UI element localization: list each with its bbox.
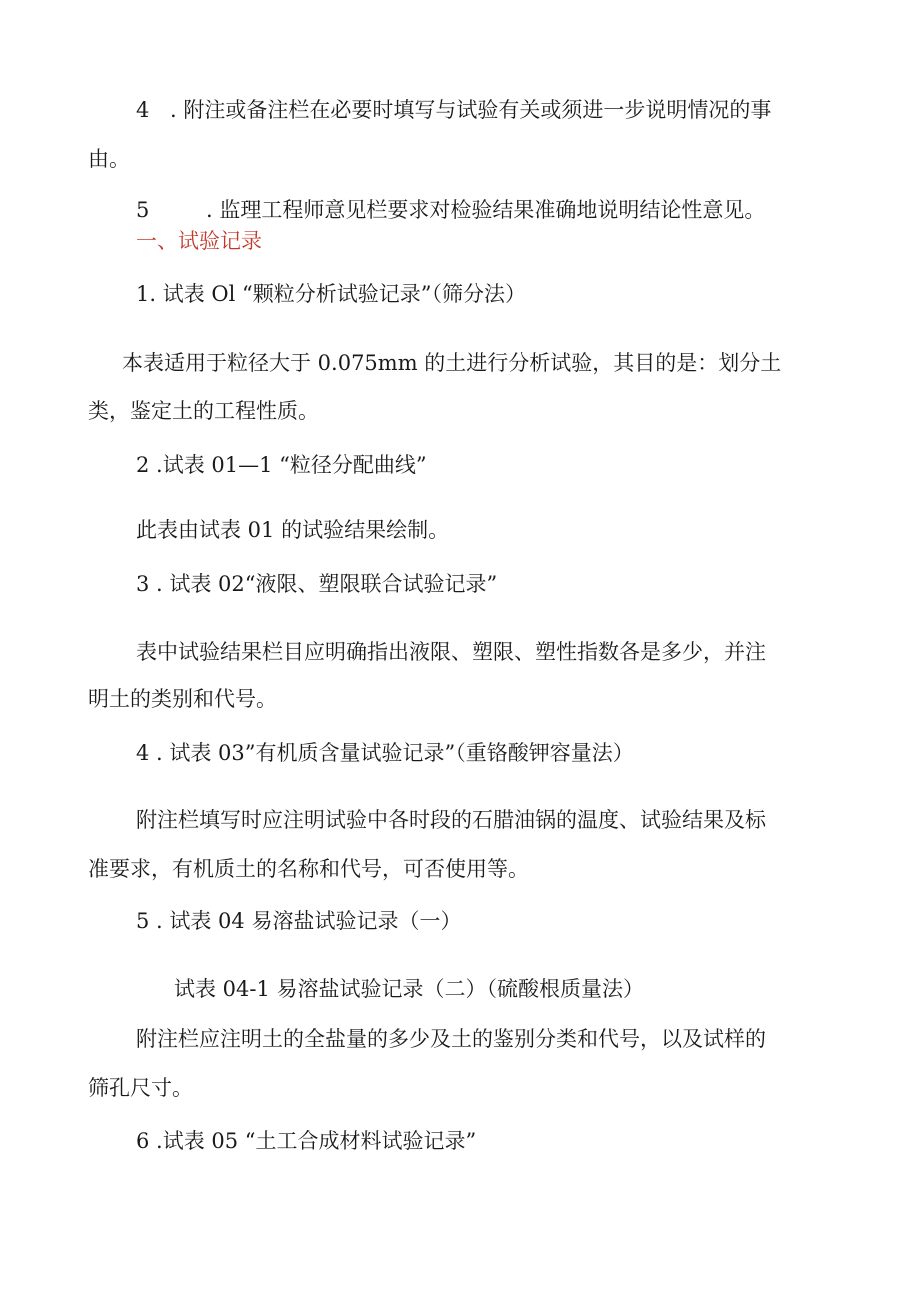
item-4-title: 4 . 试表 03”有机质含量试验记录”（重铬酸钾容量法） <box>136 741 634 765</box>
item-3-desc-line-1: 表中试验结果栏目应明确指出液限、塑限、塑性指数各是多少，并注 <box>136 640 766 664</box>
item-1-desc-line-1: 本表适用于粒径大于 0.075mm 的土进行分析试验，其目的是：划分土 <box>122 351 782 375</box>
item-5-title: 5 . 试表 04 易溶盐试验记录（一） <box>136 909 462 933</box>
note-5-line <box>136 196 765 224</box>
item-2-title: 2 .试表 01—1 “粒径分配曲线” <box>136 453 427 477</box>
note-5-number: 5 <box>136 198 150 222</box>
item-5-desc-line-2: 筛孔尺寸。 <box>88 1076 193 1100</box>
note-4-continuation: 由。 <box>88 147 130 171</box>
item-1-title: 1. 试表 Ol “颗粒分析试验记录”（筛分法） <box>136 282 526 306</box>
item-3-title: 3 . 试表 02“液限、塑限联合试验记录” <box>136 572 498 596</box>
item-4-desc-line-1: 附注栏填写时应注明试验中各时段的石腊油锅的温度、试验结果及标 <box>136 808 766 832</box>
item-5-desc-line-1: 附注栏应注明土的全盐量的多少及土的鉴别分类和代号，以及试样的 <box>136 1027 766 1051</box>
item-3-desc-line-2: 明土的类别和代号。 <box>88 687 277 711</box>
item-5-subtitle: 试表 04-1 易溶盐试验记录（二）（硫酸根质量法） <box>174 977 645 1001</box>
section-heading: 一、试验记录 <box>136 229 262 253</box>
item-6-title: 6 .试表 05 “土工合成材料试验记录” <box>136 1129 477 1153</box>
note-4-number: 4 <box>136 98 150 122</box>
item-2-desc: 此表由试表 01 的试验结果绘制。 <box>136 518 450 542</box>
note-5-text: . 监理工程师意见栏要求对检验结果准确地说明结论性意见。 <box>206 198 766 222</box>
item-4-desc-line-2: 准要求，有机质土的名称和代号，可否使用等。 <box>88 857 529 881</box>
note-4-text: . 附注或备注栏在必要时填写与试验有关或须进一步说明情况的事 <box>170 98 772 122</box>
item-1-desc-line-2: 类，鉴定土的工程性质。 <box>88 399 319 423</box>
note-4-line <box>136 96 771 124</box>
